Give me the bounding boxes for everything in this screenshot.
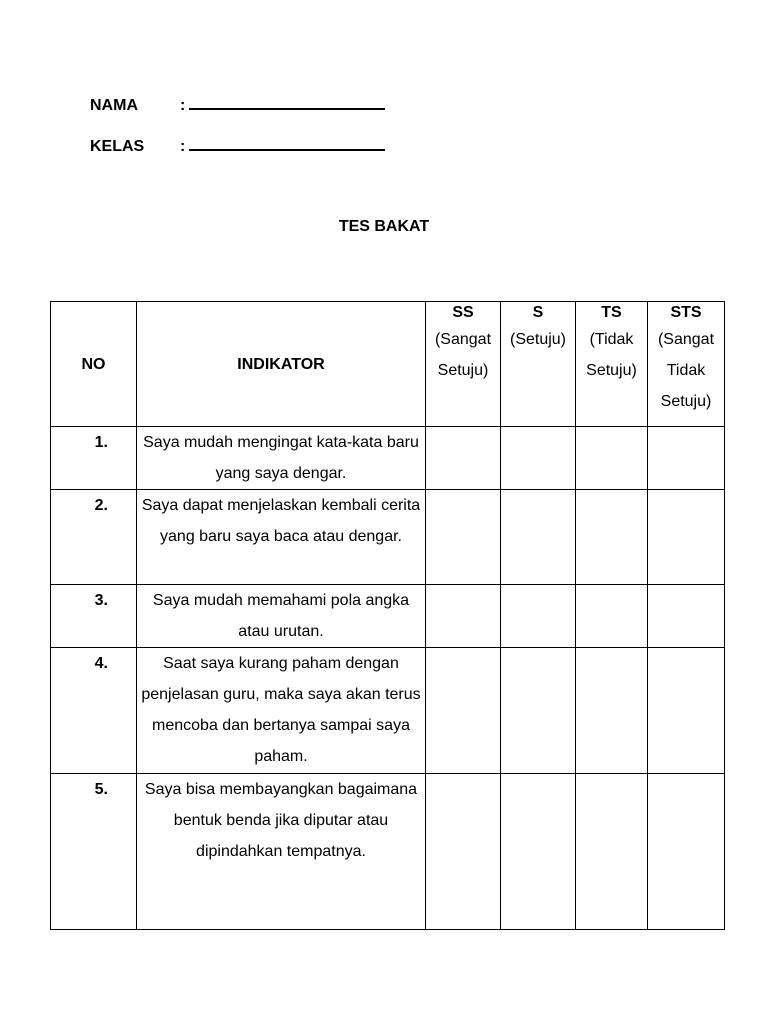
header-s-abbr: S (532, 304, 544, 321)
answer-cell-s[interactable] (501, 585, 576, 648)
header-ss-abbr: SS (452, 304, 474, 321)
header-ts (576, 302, 648, 427)
header-sts-full: (Sangat Tidak Setuju) (657, 331, 715, 410)
answer-cell-ts[interactable] (576, 427, 648, 490)
answer-cell-s[interactable] (501, 490, 576, 585)
header-indikator: INDIKATOR (137, 302, 426, 427)
answer-cell-ss[interactable] (426, 585, 501, 648)
answer-cell-sts[interactable] (648, 427, 725, 490)
row-number: 2. (51, 490, 137, 585)
row-indicator: Saya bisa membayangkan bagaimana bentuk benda jika diputar atau dipindahkan tempatnya. (137, 774, 426, 930)
answer-cell-sts[interactable] (648, 774, 725, 930)
row-indicator: Saat saya kurang paham dengan penjelasan guru, maka saya akan terus mencoba dan bertanya sampai saya paham. (137, 648, 426, 774)
answer-cell-ts[interactable] (576, 774, 648, 930)
header-row (51, 302, 725, 427)
answer-cell-sts[interactable] (648, 648, 725, 774)
answer-cell-ss[interactable] (426, 490, 501, 585)
nama-input-line[interactable] (189, 94, 385, 110)
row-number: 3. (51, 585, 137, 648)
table-row (51, 427, 725, 490)
questionnaire-table (50, 301, 725, 930)
kelas-label: KELAS (90, 138, 145, 155)
table-row (51, 490, 725, 585)
answer-cell-ts[interactable] (576, 648, 648, 774)
kelas-colon: : (180, 138, 186, 155)
row-indicator: Saya mudah memahami pola angka atau urutan. (137, 585, 426, 648)
header-s-full: (Setuju) (509, 331, 567, 348)
answer-cell-ts[interactable] (576, 585, 648, 648)
header-ss-full: (Sangat Setuju) (434, 331, 492, 379)
header-ts-full: (Tidak Setuju) (586, 331, 637, 379)
row-number: 1. (51, 427, 137, 490)
answer-cell-s[interactable] (501, 427, 576, 490)
answer-cell-sts[interactable] (648, 585, 725, 648)
answer-cell-ts[interactable] (576, 490, 648, 585)
row-indicator: Saya mudah mengingat kata-kata baru yang saya dengar. (137, 427, 426, 490)
answer-cell-ss[interactable] (426, 648, 501, 774)
kelas-input-line[interactable] (189, 135, 385, 151)
table-row (51, 648, 725, 774)
answer-cell-ss[interactable] (426, 427, 501, 490)
header-ts-abbr: TS (601, 304, 622, 321)
nama-label: NAMA (90, 97, 138, 114)
row-indicator: Saya dapat menjelaskan kembali cerita yang baru saya baca atau dengar. (137, 490, 426, 585)
answer-cell-s[interactable] (501, 774, 576, 930)
header-ss (426, 302, 501, 427)
row-number: 5. (51, 774, 137, 930)
answer-cell-ss[interactable] (426, 774, 501, 930)
table-row (51, 774, 725, 930)
page-title: TES BAKAT (338, 218, 430, 235)
header-sts (648, 302, 725, 427)
header-s (501, 302, 576, 427)
table-row (51, 585, 725, 648)
row-number: 4. (51, 648, 137, 774)
header-sts-abbr: STS (670, 304, 702, 321)
kelas-field (90, 135, 385, 156)
nama-colon: : (180, 97, 186, 114)
nama-field (90, 94, 385, 115)
answer-cell-sts[interactable] (648, 490, 725, 585)
answer-cell-s[interactable] (501, 648, 576, 774)
header-no: NO (51, 302, 137, 427)
